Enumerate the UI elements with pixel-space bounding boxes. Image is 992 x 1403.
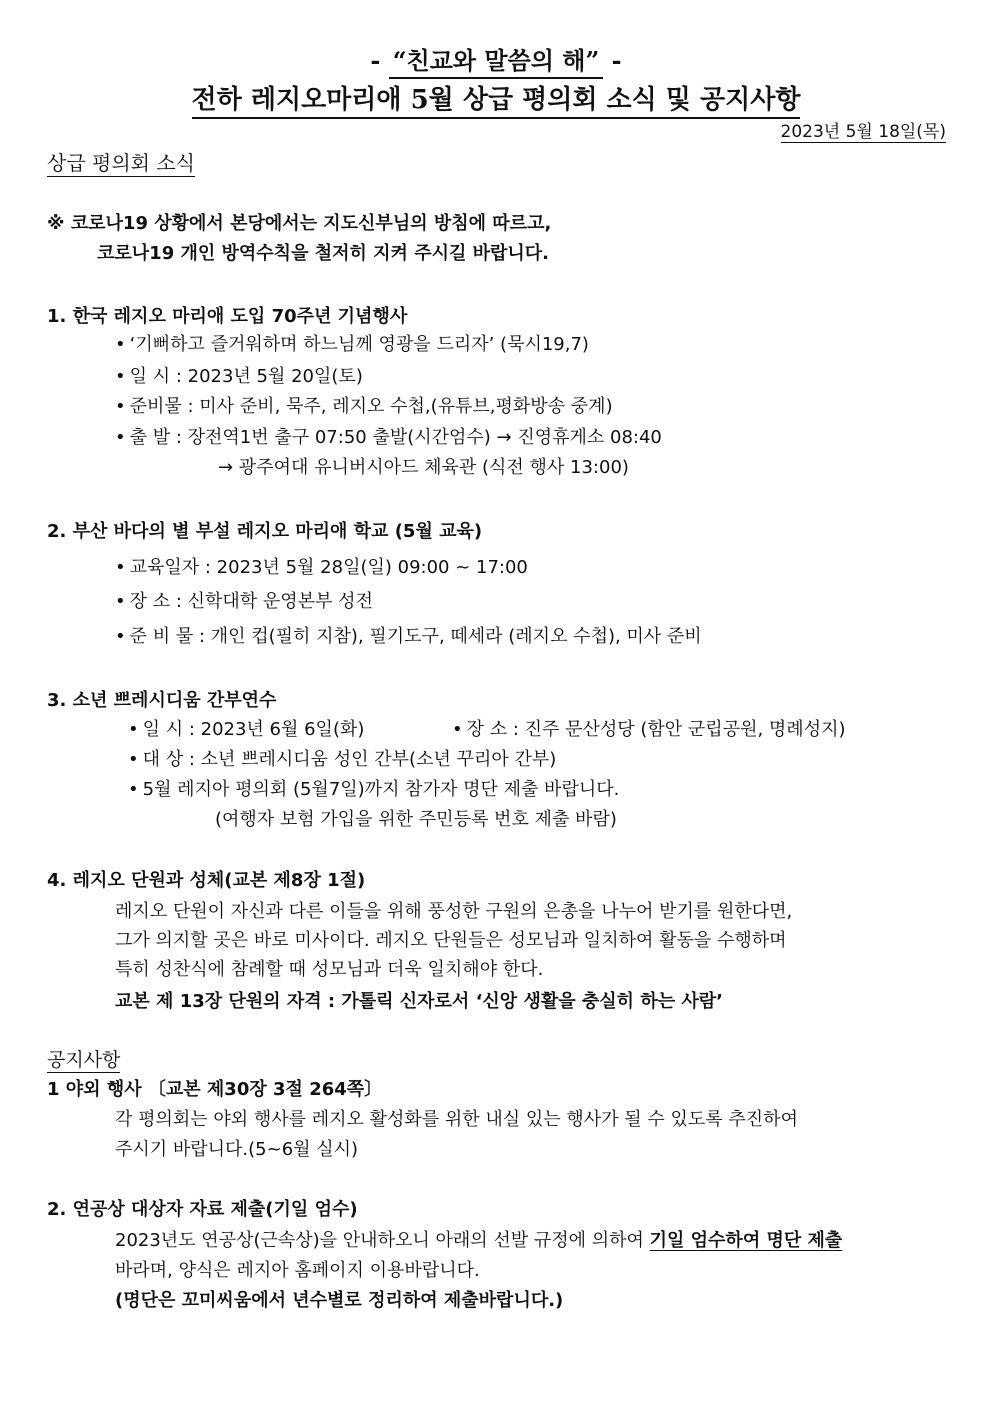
item1-bullet: • 준비물 : 미사 준비, 묵주, 레지오 수첩,(유튜브,평화방송 중계) <box>115 395 613 419</box>
notice1-paragraph: 주시기 바랍니다.(5~6월 실시) <box>115 1139 359 1160</box>
notice2-title: 2. 연공상 대상자 자료 제출(기일 엄수) <box>47 1199 358 1220</box>
section-heading-notices: 공지사항 <box>47 1049 121 1071</box>
item2-bullet: • 장 소 : 신학대학 운영본부 성전 <box>115 590 373 614</box>
item4-title: 4. 레지오 단원과 성체(교본 제8장 1절) <box>47 870 366 891</box>
item3-title: 3. 소년 쁘레시디움 간부연수 <box>47 690 277 711</box>
item1-title: 1. 한국 레지오 마리애 도입 70주년 기념행사 <box>47 306 408 327</box>
item2-title: 2. 부산 바다의 별 부설 레지오 마리애 학교 (5월 교육) <box>47 521 483 542</box>
slogan-dash-left: - <box>370 46 389 75</box>
page-title: 전하 레지오마리애 5월 상급 평의회 소식 및 공지사항 <box>0 84 992 116</box>
item3-bullet: • 대 상 : 소년 쁘레시디움 성인 간부(소년 꾸리아 간부) <box>128 748 556 772</box>
notice2-paragraph-bold: (명단은 꼬미씨움에서 년수별로 정리하여 제출바랍니다.) <box>115 1290 564 1311</box>
notice1-paragraph: 각 평의회는 야외 행사를 레지오 활성화를 위한 내실 있는 행사가 될 수 있도록 추진하여 <box>115 1109 798 1130</box>
item3-bullet: • 일 시 : 2023년 6월 6일(화) <box>128 718 364 742</box>
item4-paragraph: 특히 성찬식에 참례할 때 성모님과 더욱 일치해야 한다. <box>115 959 544 980</box>
document-date: 2023년 5월 18일(목) <box>780 122 946 142</box>
item1-bullet-continuation: → 광주여대 유니버시아드 체육관 (식전 행사 13:00) <box>218 457 629 478</box>
slogan <box>0 46 992 76</box>
item3-bullet-continuation: (여행자 보험 가입을 위한 주민등록 번호 제출 바람) <box>215 809 617 830</box>
item3-bullet: • 5월 레지아 평의회 (5월7일)까지 참가자 명단 제출 바랍니다. <box>128 778 619 802</box>
item3-bullet: • 장 소 : 진주 문산성당 (함안 군립공원, 명례성지) <box>452 718 846 742</box>
item2-bullet: • 교육일자 : 2023년 5월 28일(일) 09:00 ~ 17:00 <box>115 556 528 580</box>
item4-paragraph: 레지오 단원이 자신과 다른 이들을 위해 풍성한 구원의 은총을 나누어 받기를 원한다면, <box>115 901 793 922</box>
covid-notice-line1: ※ 코로나19 상황에서 본당에서는 지도신부님의 방침에 따르고, <box>47 213 552 234</box>
notice2-paragraph: 바라며, 양식은 레지아 홈페이지 이용바랍니다. <box>115 1260 480 1281</box>
item1-bullet: • 출 발 : 장전역1번 출구 07:50 출발(시간엄수) → 진영휴게소 08:40 <box>115 426 662 450</box>
item4-paragraph: 그가 의지할 곳은 바로 미사이다. 레지오 단원들은 성모님과 일치하여 활동을 수행하며 <box>115 930 787 951</box>
slogan-text: “친교와 말씀의 해” <box>389 46 604 79</box>
item2-bullet: • 준 비 물 : 개인 컵(필히 지참), 필기도구, 떼세라 (레지오 수첩), 미사 준비 <box>115 625 702 649</box>
notice2-paragraph: 2023년도 연공상(근속상)을 안내하오니 아래의 선발 규정에 의하여 기일 엄수하여 명단 제출 <box>115 1230 843 1251</box>
section-heading-news: 상급 평의회 소식 <box>47 151 195 175</box>
item1-bullet: • 일 시 : 2023년 5월 20일(토) <box>115 365 363 389</box>
item1-bullet: • ‘기뻐하고 즐거워하며 하느님께 영광을 드리자’ (묵시19,7) <box>115 333 589 357</box>
deadline-emphasis: 기일 엄수하여 명단 제출 <box>649 1230 843 1251</box>
slogan-dash-right: - <box>603 46 622 75</box>
covid-notice-line2: 코로나19 개인 방역수칙을 철저히 지켜 주시길 바랍니다. <box>97 243 550 264</box>
notice1-title: 1 야외 행사 〔교본 제30장 3절 264쪽〕 <box>47 1079 383 1100</box>
item4-paragraph-bold: 교본 제 13장 단원의 자격 : 가톨릭 신자로서 ‘신앙 생활을 충실히 하는 사람’ <box>115 991 723 1012</box>
